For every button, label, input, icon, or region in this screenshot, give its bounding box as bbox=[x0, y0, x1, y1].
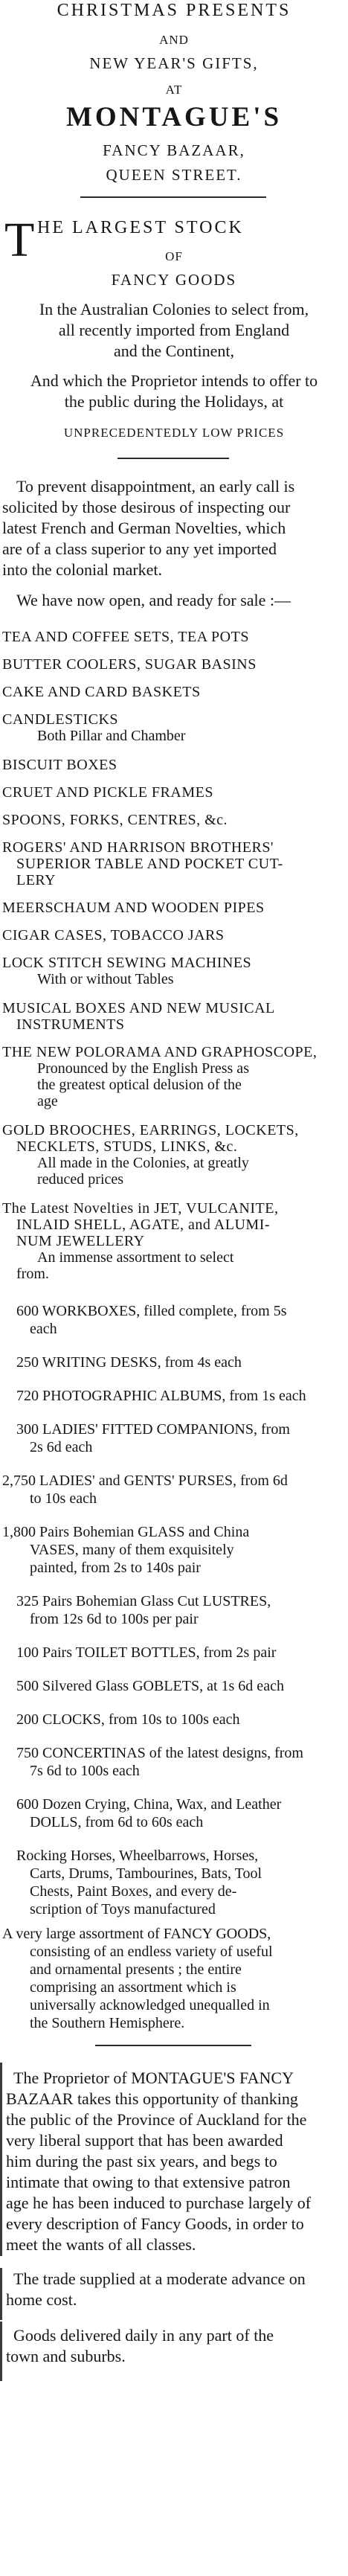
stock-heading-of: OF bbox=[165, 249, 183, 263]
prevent-line: To prevent disappointment, an early call is bbox=[16, 477, 295, 496]
goods-item: SPOONS, FORKS, CENTRES, &c. bbox=[2, 812, 228, 828]
open-for-sale-line: We have now open, and ready for sale :— bbox=[16, 591, 291, 609]
goods-item-detail: INSTRUMENTS bbox=[16, 1016, 125, 1033]
prevent-line: latest French and German Novelties, which bbox=[2, 519, 286, 537]
priced-item: 750 CONCERTINAS of the latest designs, from bbox=[16, 1745, 303, 1761]
priced-item-detail: 2s 6d each bbox=[30, 1439, 93, 1455]
goods-item-detail: An immense assortment to select bbox=[37, 1249, 234, 1266]
intro-line: In the Australian Colonies to select from, bbox=[39, 300, 309, 318]
goods-item: GOLD BROOCHES, EARRINGS, LOCKETS, bbox=[2, 1122, 299, 1138]
priced-item: 720 PHOTOGRAPHIC ALBUMS, from 1s each bbox=[16, 1388, 306, 1404]
prevent-line: are of a class superior to any yet imported bbox=[2, 539, 277, 558]
toys-line: Chests, Paint Boxes, and every de- bbox=[30, 1883, 237, 1900]
goods-item: CANDLESTICKS bbox=[2, 711, 119, 728]
intro-line: the public during the Holidays, at bbox=[64, 392, 284, 411]
assortment-line: A very large assortment of FANCY GOODS, bbox=[2, 1926, 271, 1942]
closing-line: the public of the Province of Auckland for the bbox=[6, 2110, 307, 2129]
goods-item-detail: All made in the Colonies, at greatly bbox=[37, 1155, 249, 1171]
closing-line: BAZAAR takes this opportunity of thanking bbox=[6, 2089, 298, 2108]
priced-item: 200 CLOCKS, from 10s to 100s each bbox=[16, 1711, 240, 1728]
shop-type: FANCY BAZAAR, bbox=[103, 141, 245, 159]
priced-item: 600 Dozen Crying, China, Wax, and Leather bbox=[16, 1796, 282, 1813]
trade-line: home cost. bbox=[6, 2290, 77, 2309]
priced-item-detail: DOLLS, from 6d to 60s each bbox=[30, 1814, 204, 1830]
assortment-line: consisting of an endless variety of useful bbox=[30, 1944, 273, 1960]
goods-item-detail: reduced prices bbox=[37, 1171, 124, 1188]
closing-line: meet the wants of all classes. bbox=[6, 2235, 196, 2254]
goods-item-detail: NUM JEWELLERY bbox=[16, 1233, 145, 1249]
stock-heading-goods: FANCY GOODS bbox=[111, 271, 237, 289]
stock-heading-line: HE LARGEST STOCK bbox=[37, 218, 244, 237]
header-divider bbox=[80, 196, 266, 198]
priced-item: 300 LADIES' FITTED COMPANIONS, from bbox=[16, 1421, 290, 1438]
trade-line: The trade supplied at a moderate advance on bbox=[13, 2269, 306, 2288]
assortment-line: universally acknowledged unequalled in bbox=[30, 1997, 270, 2013]
prevent-line: solicited by those desirous of inspecting our bbox=[2, 498, 291, 516]
goods-item: CRUET AND PICKLE FRAMES bbox=[2, 784, 213, 801]
toys-line: scription of Toys manufactured bbox=[30, 1901, 216, 1917]
priced-item: 250 WRITING DESKS, from 4s each bbox=[16, 1354, 242, 1371]
priced-item-detail: 7s 6d to 100s each bbox=[30, 1763, 140, 1779]
closing-line: The Proprietor of MONTAGUE'S FANCY bbox=[13, 2069, 294, 2087]
priced-item: 2,750 LADIES' and GENTS' PURSES, from 6d bbox=[2, 1473, 288, 1489]
goods-item: ROGERS' AND HARRISON BROTHERS' bbox=[2, 839, 274, 856]
priced-item: 325 Pairs Bohemian Glass Cut LUSTRES, bbox=[16, 1593, 271, 1609]
priced-item-detail: from 12s 6d to 100s per pair bbox=[30, 1611, 199, 1627]
delivery-line: Goods delivered daily in any part of the bbox=[13, 2326, 274, 2345]
priced-item-detail: to 10s each bbox=[30, 1490, 97, 1507]
closing-line: age he has been induced to purchase largely of bbox=[6, 2194, 312, 2212]
headline-and: AND bbox=[159, 33, 189, 47]
intro-line: and the Continent, bbox=[114, 342, 234, 360]
goods-item-detail: With or without Tables bbox=[37, 971, 174, 987]
goods-item: BISCUIT BOXES bbox=[2, 757, 117, 773]
section-divider bbox=[95, 2045, 251, 2046]
priced-item: 600 WORKBOXES, filled complete, from 5s bbox=[16, 1303, 287, 1319]
margin-bar bbox=[0, 2268, 2, 2320]
headline-christmas-presents: CHRISTMAS PRESENTS bbox=[57, 1, 291, 20]
intro-line: And which the Proprietor intends to offer to bbox=[30, 371, 318, 390]
goods-item-detail: NECKLETS, STUDS, LINKS, &c. bbox=[16, 1138, 238, 1155]
headline-at: AT bbox=[165, 83, 183, 97]
toys-line: Carts, Drums, Tambourines, Bats, Tool bbox=[30, 1865, 262, 1882]
toys-line: Rocking Horses, Wheelbarrows, Horses, bbox=[16, 1848, 259, 1864]
intro-line: all recently imported from England bbox=[58, 321, 290, 339]
goods-item-detail: the greatest optical delusion of the bbox=[37, 1077, 242, 1093]
closing-line: him during the past six years, and begs to bbox=[6, 2152, 277, 2170]
shop-street: QUEEN STREET. bbox=[106, 166, 242, 184]
priced-item-detail: each bbox=[30, 1321, 57, 1337]
goods-item: LOCK STITCH SEWING MACHINES bbox=[2, 955, 252, 971]
priced-item: 1,800 Pairs Bohemian GLASS and China bbox=[2, 1524, 250, 1540]
goods-item: CIGAR CASES, TOBACCO JARS bbox=[2, 927, 225, 943]
goods-item-detail: LERY bbox=[16, 872, 57, 888]
assortment-line: comprising an assortment which is bbox=[30, 1979, 236, 1996]
priced-item-detail: painted, from 2s to 140s pair bbox=[30, 1560, 201, 1576]
assortment-line: and ornamental presents ; the entire bbox=[30, 1961, 242, 1978]
priced-item-detail: VASES, many of them exquisitely bbox=[30, 1542, 234, 1558]
assortment-line: the Southern Hemisphere. bbox=[30, 2015, 185, 2031]
goods-item: BUTTER COOLERS, SUGAR BASINS bbox=[2, 656, 257, 673]
goods-item-detail: age bbox=[37, 1093, 58, 1109]
priced-item: 100 Pairs TOILET BOTTLES, from 2s pair bbox=[16, 1644, 277, 1661]
low-prices-line: UNPRECEDENTEDLY LOW PRICES bbox=[63, 426, 285, 440]
goods-item-detail: Both Pillar and Chamber bbox=[37, 728, 186, 744]
priced-item: 500 Silvered Glass GOBLETS, at 1s 6d each bbox=[16, 1678, 284, 1694]
goods-item: MUSICAL BOXES AND NEW MUSICAL bbox=[2, 1000, 275, 1016]
goods-item: TEA AND COFFEE SETS, TEA POTS bbox=[2, 629, 249, 645]
shop-name: MONTAGUE'S bbox=[65, 102, 283, 132]
drop-cap: T bbox=[4, 213, 35, 267]
margin-bar bbox=[0, 2322, 2, 2381]
goods-item-detail: Pronounced by the English Press as bbox=[37, 1060, 249, 1077]
goods-item: THE NEW POLORAMA AND GRAPHOSCOPE, bbox=[2, 1044, 318, 1060]
goods-item: The Latest Novelties in JET, VULCANITE, bbox=[2, 1200, 279, 1217]
closing-line: very liberal support that has been awarded bbox=[6, 2131, 283, 2150]
delivery-line: town and suburbs. bbox=[6, 2347, 126, 2365]
intro-divider bbox=[117, 458, 229, 459]
goods-item-detail: SUPERIOR TABLE AND POCKET CUT- bbox=[16, 856, 283, 872]
goods-item: CAKE AND CARD BASKETS bbox=[2, 684, 201, 700]
goods-item-detail: INLAID SHELL, AGATE, and ALUMI- bbox=[16, 1217, 271, 1233]
closing-line: intimate that owing to that extensive patron bbox=[6, 2173, 291, 2191]
goods-item: MEERSCHAUM AND WOODEN PIPES bbox=[2, 900, 265, 916]
headline-new-years-gifts: NEW YEAR'S GIFTS, bbox=[89, 54, 259, 72]
goods-item-detail: from. bbox=[16, 1266, 49, 1282]
prevent-line: into the colonial market. bbox=[2, 560, 163, 579]
closing-line: every description of Fancy Goods, in order to bbox=[6, 2214, 304, 2233]
margin-bar bbox=[0, 2063, 2, 2256]
